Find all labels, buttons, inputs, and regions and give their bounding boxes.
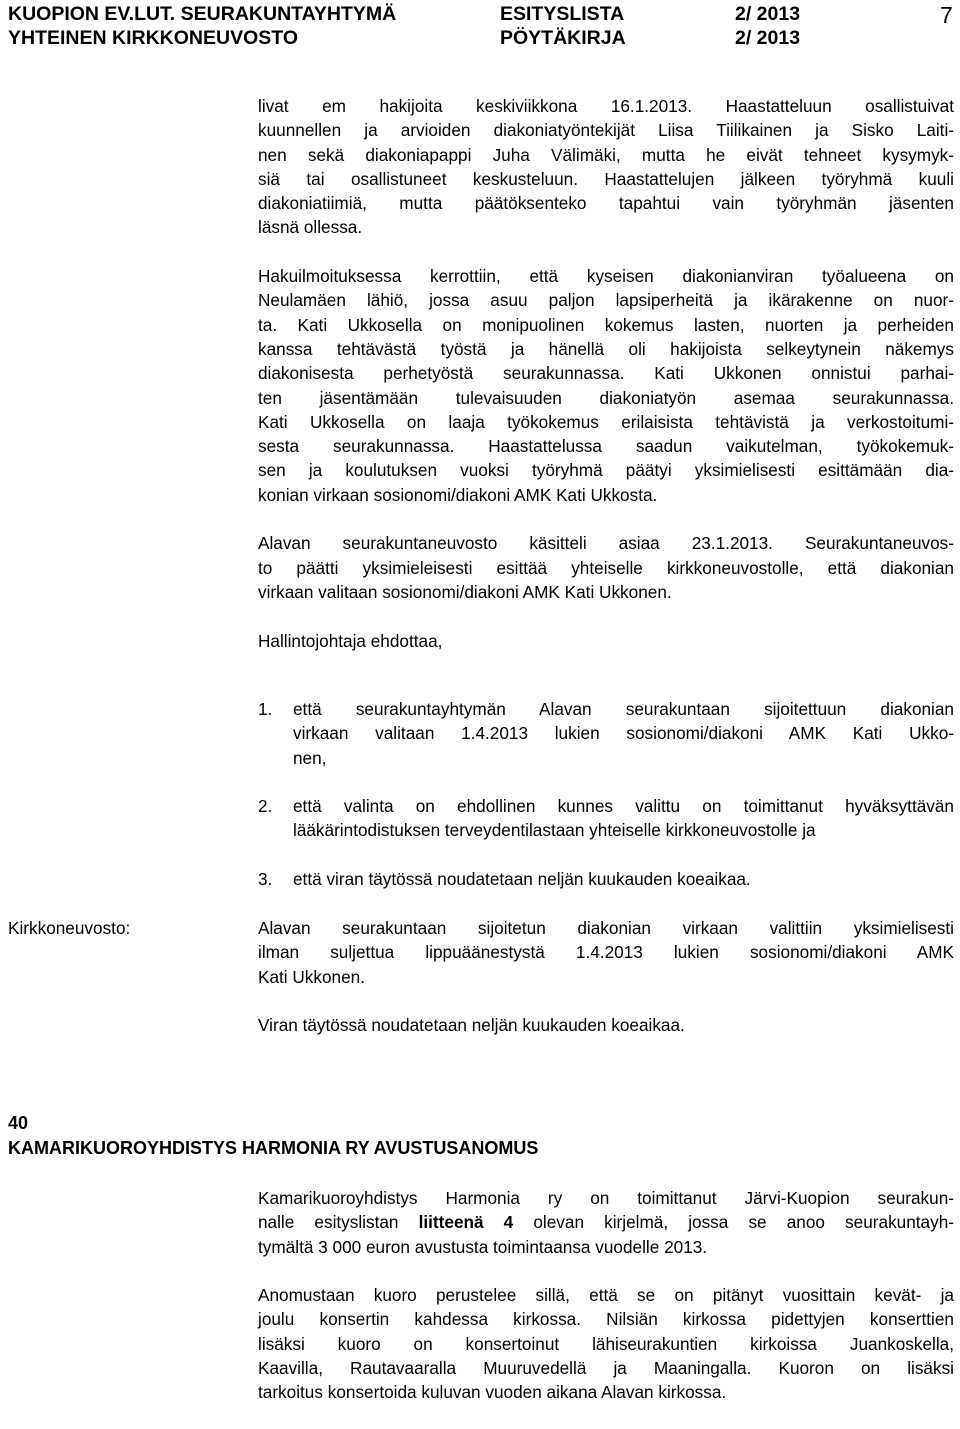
text-line: Neulamäen lähiö, jossa asuu paljon lapsiperheitä ja ikärakenne on nuor- (258, 290, 954, 311)
minutes-number: 2/ 2013 (735, 27, 801, 49)
paragraph-job-posting (258, 264, 954, 507)
text-line: siä tai osallistuneet keskusteluun. Haastattelujen jälkeen työryhmä kuuli (258, 168, 954, 189)
text-line: että valinta on ehdollinen kunnes valittu on toimittanut hyväksyttävän (293, 796, 954, 816)
text-line: Kati Ukkosella on laaja työkokemus erilaisista tehtävistä ja verkostoitumi- (258, 411, 954, 432)
organization-name: KUOPION EV.LUT. SEURAKUNTAYHTYMÄ (8, 3, 397, 25)
text-line: ilman suljettua lippuäänestystä 1.4.2013 lukien sosionomi/diakoni AMK (258, 942, 954, 963)
proposal-item-2 (258, 794, 954, 843)
doc-type-minutes: PÖYTÄKIRJA (500, 27, 626, 49)
text-line: tarkoitus konsertoida kuluvan vuoden aikana Alavan kirkossa. (258, 1382, 727, 1403)
text-line: läsnä ollessa. (258, 217, 363, 238)
decision-paragraph (258, 916, 954, 989)
text-line: ten jäsentämään tulevaisuuden diakoniatyön asemaa seurakunnassa. (258, 387, 954, 408)
text-line: nen, (293, 747, 327, 768)
text-line: Alavan seurakuntaan sijoitetun diakonian virkaan valittiin yksimielisesti (258, 918, 954, 938)
text-line: Kati Ukkonen. (258, 966, 366, 987)
text-line: kanssa tehtävästä työstä ja hänellä oli hakijoista selkeytynein näkemys (258, 338, 954, 359)
text-line: Anomustaan kuoro perustelee sillä, että se on pitänyt vuosittain kevät- ja (258, 1285, 954, 1306)
text-line: lääkärintodistuksen terveydentilastaan yhteiselle kirkkoneuvostolle ja (293, 820, 816, 841)
text-line: ta. Kati Ukkosella on monipuolinen kokemus lasten, nuorten ja perheiden (258, 314, 954, 335)
text-line: Kamarikuoroyhdistys Harmonia ry on toimittanut Järvi-Kuopion seurakun- (258, 1188, 954, 1208)
text-line: kuunnellen ja arvioiden diakoniatyöntekijät Liisa Tiilikainen ja Sisko Laiti- (258, 120, 954, 141)
main-body (258, 94, 954, 677)
text-line: diakonisesta perhetyöstä seurakunnassa. Kati Ukkonen onnistui parhai- (258, 363, 954, 384)
attachment-reference: liitteenä 4 (418, 1212, 514, 1233)
decision-label: Kirkkoneuvosto: (8, 918, 131, 938)
paragraph-parish-council (258, 531, 954, 604)
text-line (258, 1210, 954, 1234)
text-line: nen sekä diakoniapappi Juha Välimäki, mutta he eivät tehneet kysymyk- (258, 144, 954, 165)
text-line: joulu konsertin kahdessa kirkossa. Nilsiän kirkossa pidettyjen konserttien (258, 1309, 954, 1330)
proposal-item-3 (258, 867, 954, 891)
proposal-number: 1. (258, 699, 273, 719)
text-line: sesta seurakunnassa. Haastattelussa saadun vaikutelman, työkokemuk- (258, 436, 954, 457)
text-segment: nalle esityslistan (258, 1212, 419, 1233)
text-line: tymältä 3 000 euron avustusta toimintaansa vuodelle 2013. (258, 1236, 708, 1257)
proposal-item-1 (258, 697, 954, 770)
text-line: Kaavilla, Rautavaaralla Muuruvedellä ja Maaningalla. Kuoron on lisäksi (258, 1358, 954, 1379)
text-line: virkaan valitaan sosionomi/diakoni AMK Kati Ukkonen. (258, 581, 672, 602)
page-number: 7 (940, 2, 953, 28)
section-body (258, 1186, 954, 1429)
paragraph-application (258, 1186, 954, 1259)
proposal-number: 3. (258, 869, 273, 889)
agenda-number: 2/ 2013 (735, 3, 801, 25)
text-line: että seurakuntayhtymän Alavan seurakuntaan sijoitettuun diakonian (293, 699, 954, 719)
section-number: 40 (8, 1113, 29, 1133)
text-line: konian virkaan sosionomi/diakoni AMK Kati Ukkosta. (258, 484, 658, 505)
text-line: livat em hakijoita keskiviikkona 16.1.2013. Haastatteluun osallistuivat (258, 96, 954, 116)
doc-type-agenda: ESITYSLISTA (500, 3, 625, 25)
paragraph-interviews (258, 94, 954, 240)
text-segment: olevan kirjelmä, jossa se anoo seurakuntayh- (513, 1212, 954, 1233)
text-line: diakoniatiimiä, mutta päätöksenteko tapahtui vain työryhmän jäsenten (258, 193, 954, 214)
text-line: Hakuilmoituksessa kerrottiin, että kyseisen diakonianviran työalueena on (258, 266, 954, 287)
text-line: Alavan seurakuntaneuvosto käsitteli asiaa 23.1.2013. Seurakuntaneuvos- (258, 533, 954, 554)
text-line: lisäksi kuoro on konsertoinut lähiseurakuntien kirkoissa Juankoskella, (258, 1333, 954, 1354)
proposal-intro: Hallintojohtaja ehdottaa, (258, 630, 443, 651)
council-name: YHTEINEN KIRKKONEUVOSTO (8, 27, 299, 49)
proposal-number: 2. (258, 796, 273, 816)
section-title: KAMARIKUOROYHDISTYS HARMONIA RY AVUSTUSANOMUS (8, 1138, 539, 1158)
text-line: virkaan valitaan 1.4.2013 lukien sosionomi/diakoni AMK Kati Ukko- (293, 723, 954, 744)
paragraph-justification (258, 1283, 954, 1404)
text-line: että viran täytössä noudatetaan neljän kuukauden koeaikaa. (293, 869, 751, 889)
text-line: sen ja koulutuksen vuoksi työryhmä päätyi yksimielisesti esittämään dia- (258, 460, 954, 481)
text-line: to päätti yksimieleisesti esittää yhteiselle kirkkoneuvostolle, että diakonian (258, 557, 954, 578)
decision-text (258, 916, 954, 1062)
decision-note: Viran täytössä noudatetaan neljän kuukauden koeaikaa. (258, 1015, 685, 1036)
